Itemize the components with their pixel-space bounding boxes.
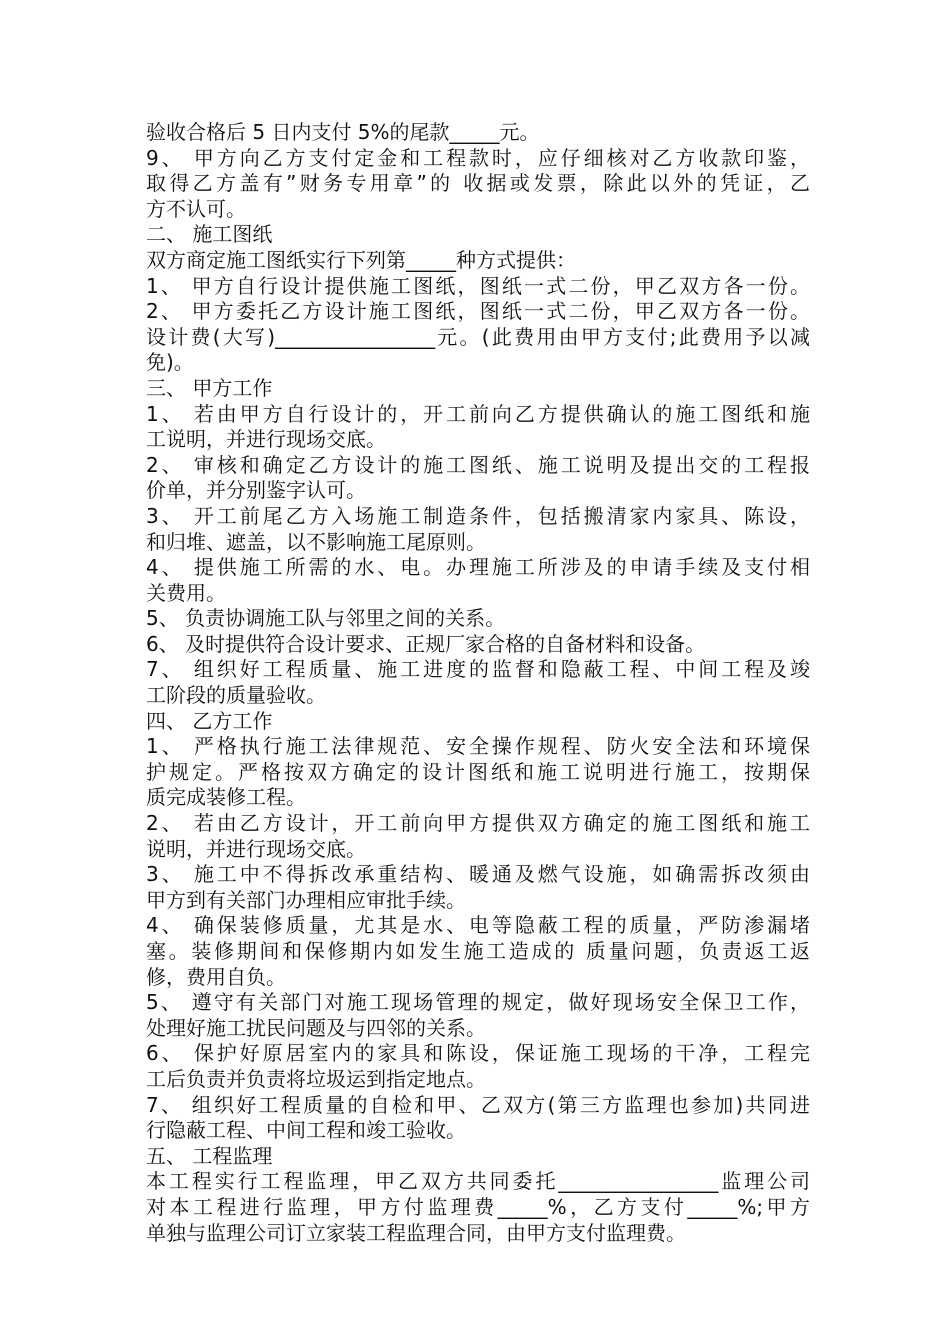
text-line: 免)。 (146, 350, 194, 375)
text-line: 5、 遵守有关部门对施工现场管理的规定，做好现场安全保卫工作， (146, 990, 810, 1015)
text-line: 6、 保护好原居室内的家具和陈设，保证施工现场的干净，工程完 (146, 1041, 810, 1066)
text-line: 7、 组织好工程质量、施工进度的监督和隐蔽工程、中间工程及竣 (146, 657, 810, 682)
text-line: 护规定。严格按双方确定的设计图纸和施工说明进行施工，按期保 (146, 759, 810, 784)
text-line: 2、 审核和确定乙方设计的施工图纸、施工说明及提出交的工程报 (146, 452, 810, 477)
section-heading: 三、 甲方工作 (146, 375, 273, 400)
text-line: 2、 甲方委托乙方设计施工图纸，图纸一式二份，甲乙双方各一份。 (146, 299, 810, 324)
text-line: 方不认可。 (146, 196, 246, 221)
text-line: 对本工程进行监理，甲方付监理费_____%，乙方支付_____%;甲方 (146, 1194, 810, 1219)
text-line: 单独与监理公司订立家装工程监理合同，由甲方支付监理费。 (146, 1220, 686, 1245)
text-line: 6、 及时提供符合设计要求、正规厂家合格的自备材料和设备。 (146, 631, 706, 656)
text-line: 验收合格后 5 日内支付 5%的尾款_____元。 (146, 120, 540, 144)
text-line: 1、 若由甲方自行设计的，开工前向乙方提供确认的施工图纸和施 (146, 401, 810, 426)
text-line: 3、 施工中不得拆改承重结构、暖通及燃气设施，如确需拆改须由 (146, 862, 810, 887)
section-heading: 五、 工程监理 (146, 1143, 273, 1168)
text-line: 修，费用自负。 (146, 964, 286, 989)
text-line: 取得乙方盖有”财务专用章”的 收据或发票，除此以外的凭证，乙 (146, 171, 810, 196)
section-heading: 四、 乙方工作 (146, 708, 273, 733)
text-line: 1、 严格执行施工法律规范、安全操作规程、防火安全法和环境保 (146, 734, 810, 759)
text-line: 质完成装修工程。 (146, 785, 306, 810)
text-line: 工后负责并负责将垃圾运到指定地点。 (146, 1066, 486, 1091)
text-line: 5、 负责协调施工队与邻里之间的关系。 (146, 606, 506, 631)
text-line: 工阶段的质量验收。 (146, 683, 326, 708)
text-line: 本工程实行工程监理，甲乙双方共同委托________________监理公司 (146, 1169, 810, 1194)
text-line: 4、 提供施工所需的水、电。办理施工所涉及的申请手续及支付相 (146, 555, 810, 580)
text-line: 3、 开工前尾乙方入场施工制造条件，包括搬清家内家具、陈设， (146, 503, 810, 528)
text-line: 工说明，并进行现场交底。 (146, 427, 386, 452)
text-line: 9、 甲方向乙方支付定金和工程款时，应仔细核对乙方收款印鉴， (146, 145, 810, 170)
text-line: 和归堆、遮盖，以不影响施工尾原则。 (146, 529, 486, 554)
text-line: 关费用。 (146, 580, 226, 605)
text-line: 双方商定施工图纸实行下列第_____种方式提供： (146, 247, 576, 272)
text-line: 2、 若由乙方设计，开工前向甲方提供双方确定的施工图纸和施工 (146, 811, 810, 836)
text-line: 价单，并分别鉴字认可。 (146, 478, 366, 503)
text-line: 设计费(大写)________________元。(此费用由甲方支付;此费用予以减 (146, 324, 810, 349)
text-line: 行隐蔽工程、中间工程和竣工验收。 (146, 1118, 466, 1143)
text-line: 甲方到有关部门办理相应审批手续。 (146, 887, 466, 912)
text-line: 塞。装修期间和保修期内如发生施工造成的 质量问题，负责返工返 (146, 939, 810, 963)
section-heading: 二、 施工图纸 (146, 222, 273, 247)
text-line: 处理好施工扰民问题及与四邻的关系。 (146, 1015, 486, 1040)
document-page (146, 120, 810, 1246)
text-line: 4、 确保装修质量，尤其是水、电等隐蔽工程的质量，严防渗漏堵 (146, 913, 810, 938)
text-line: 7、 组织好工程质量的自检和甲、乙双方(第三方监理也参加)共同进 (146, 1092, 810, 1117)
text-line: 说明，并进行现场交底。 (146, 836, 366, 861)
text-line: 1、 甲方自行设计提供施工图纸，图纸一式二份，甲乙双方各一份。 (146, 273, 810, 298)
